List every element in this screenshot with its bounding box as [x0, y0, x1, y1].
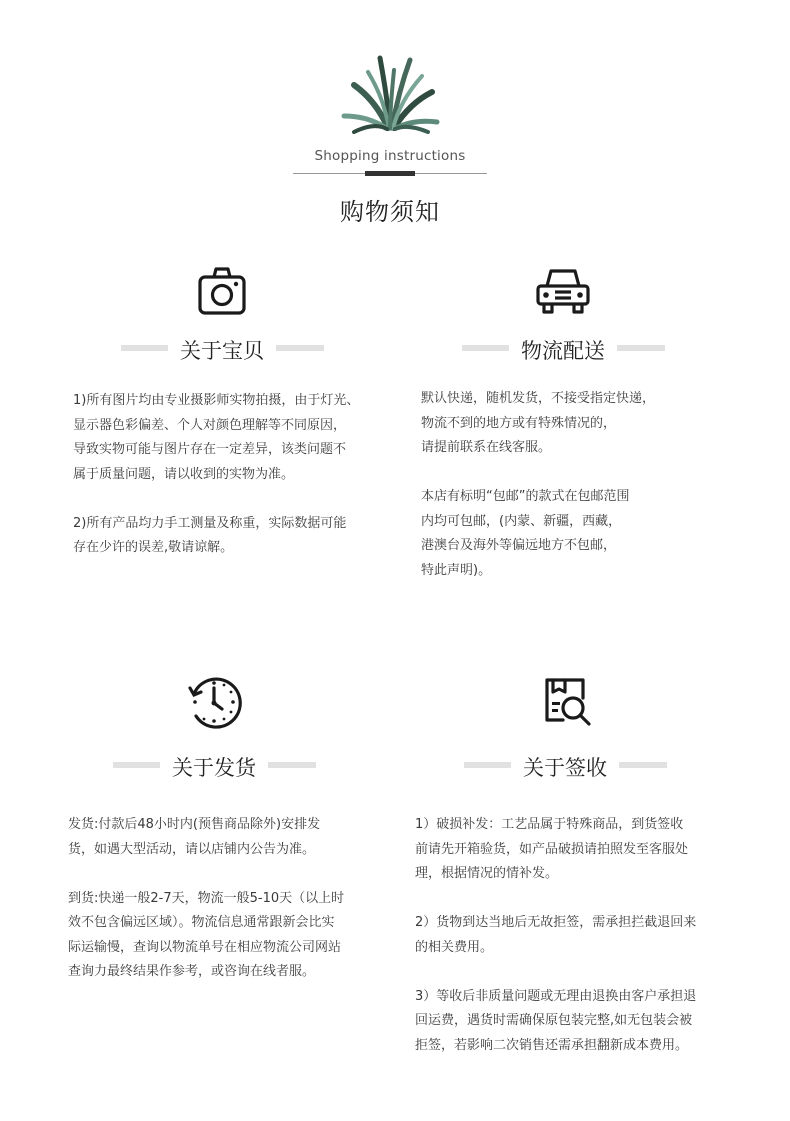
text-line: 本店有标明“包邮”的款式在包邮范围 — [421, 489, 630, 504]
text-line: 属于质量问题，请以收到的实物为准。 — [73, 466, 295, 482]
text-line: 货，如遇大型活动，请以店铺内公告为准。 — [68, 841, 316, 857]
header-divider-accent — [365, 171, 415, 176]
section-body-logistics — [421, 387, 655, 608]
text-line: 效不包含偏远区域）。物流信息通常跟新会比实 — [68, 915, 335, 930]
text-line: 1)所有图片均由专业摄影师实物拍摄，由于灯光、 — [73, 393, 360, 408]
subtitle-english: Shopping instructions — [314, 148, 466, 164]
paragraph — [68, 813, 344, 862]
text-line: 特此声明)。 — [421, 562, 492, 578]
text-line: 到货:快递一般2-7天，物流一般5-10天（以上时 — [68, 890, 345, 906]
paragraph — [421, 485, 655, 583]
text-line: 前请先开箱验货，如产品破损请拍照发至客服处 — [415, 841, 689, 857]
text-line: 请提前联系在线客服。 — [421, 440, 552, 455]
agave-plant-logo — [340, 50, 440, 134]
text-line: 内均可包邮，(内蒙、新疆，西藏， — [421, 513, 622, 529]
text-line: 发货:付款后48小时内(预售商品除外)安排发 — [68, 817, 321, 832]
section-body-about-product — [73, 389, 359, 585]
paragraph — [73, 512, 359, 561]
text-line: 1）破损补发：工艺品属于特殊商品，到货签收 — [415, 817, 684, 832]
inspect-icon — [537, 672, 597, 732]
section-title-about-product: 关于宝贝 — [168, 335, 276, 365]
text-line: 2)所有产品均力手工测量及称重，实际数据可能 — [73, 515, 347, 531]
page-title: 购物须知 — [340, 198, 440, 226]
text-line: 港澳台及海外等偏远地方不包邮， — [421, 538, 617, 553]
section-title-logistics: 物流配送 — [509, 335, 617, 365]
text-line: 导致实物可能与图片存在一定差异，该类问题不 — [73, 442, 347, 457]
text-line: 回运费，遇货时需确保原包装完整,如无包装会被 — [415, 1013, 693, 1028]
text-line: 理，根据情况的情补发。 — [415, 866, 559, 881]
section-title-receipt: 关于签收 — [511, 752, 619, 782]
paragraph — [415, 911, 696, 960]
text-line: 的相关费用。 — [415, 939, 494, 955]
text-line: 3）等收后非质量问题或无理由退换由客户承担退 — [415, 988, 697, 1004]
paragraph — [421, 387, 655, 461]
paragraph — [73, 389, 359, 487]
text-line: 物流不到的地方或有特殊情况的， — [421, 415, 617, 431]
section-body-receipt — [415, 813, 696, 1083]
text-line: 际运输慢，查询以物流单号在相应物流公司网站 — [68, 939, 342, 955]
text-line: 默认快递，随机发货，不接受指定快递， — [421, 391, 656, 406]
paragraph — [68, 887, 344, 985]
clock-icon — [184, 672, 244, 732]
text-line: 拒签，若影响二次销售还需承担翻新成本费用。 — [415, 1037, 689, 1053]
text-line: 2）货物到达当地后无故拒签，需承担拦截退回来 — [415, 915, 697, 930]
text-line: 显示器色彩偏差、个人对颜色理解等不同原因， — [73, 417, 347, 433]
text-line: 存在少许的误差,敬请谅解。 — [73, 540, 234, 555]
text-line: 查询力最终结果作参考，或咨询在线者服。 — [68, 964, 316, 979]
car-icon — [533, 262, 593, 322]
camera-icon — [192, 262, 252, 322]
section-body-shipping — [68, 813, 344, 1009]
paragraph — [415, 985, 696, 1059]
paragraph — [415, 813, 696, 887]
section-title-shipping: 关于发货 — [160, 752, 268, 782]
